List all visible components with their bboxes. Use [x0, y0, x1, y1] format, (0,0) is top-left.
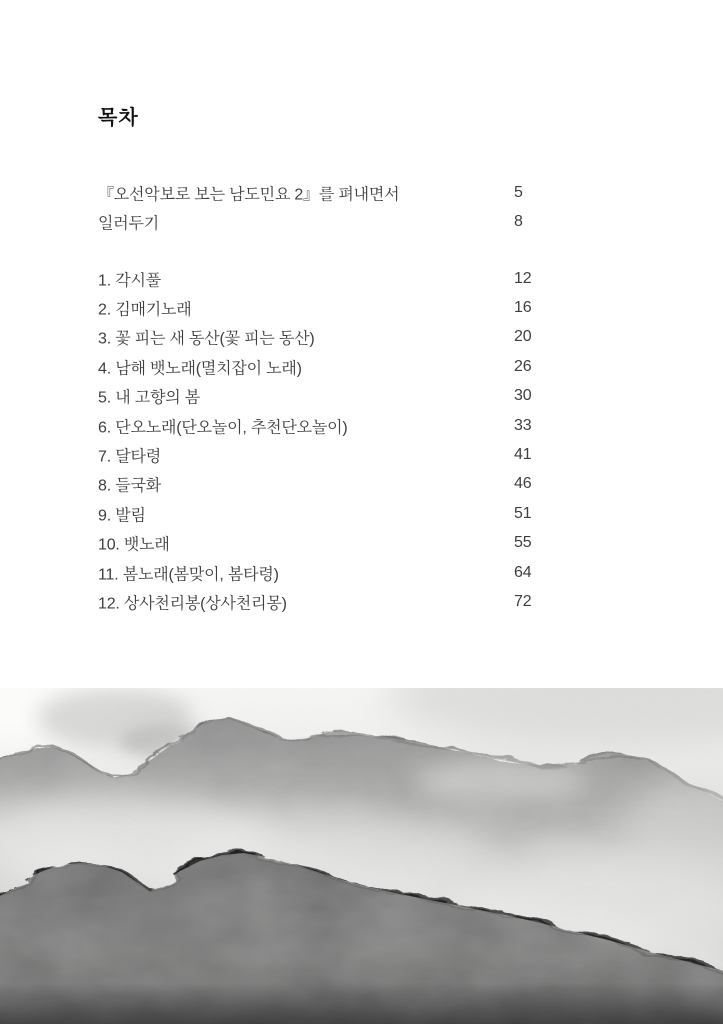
toc-row: [0, 352, 723, 381]
toc-entry-title: 4. 남해 뱃노래(멸치잡이 노래): [98, 360, 302, 378]
toc-entry-page-number: 8: [514, 213, 523, 231]
toc-entry-list: [0, 264, 723, 617]
toc-row: [0, 558, 723, 587]
toc-entry-title: 8. 들국화: [98, 477, 161, 495]
toc-entry-page-number: 55: [514, 534, 532, 552]
toc-entry-title: 11. 봄노래(봄맞이, 봄타령): [98, 566, 279, 584]
toc-row: [0, 529, 723, 558]
toc-row: [0, 264, 723, 293]
toc-row: [0, 587, 723, 616]
ink-wash-mountains-svg: [0, 688, 723, 1024]
toc-row: [0, 382, 723, 411]
toc-row: [0, 207, 723, 236]
toc-entry-page-number: 26: [514, 357, 532, 375]
toc-entry-page-number: 33: [514, 416, 532, 434]
toc-entry-title: 1. 각시풀: [98, 272, 161, 290]
toc-entry-title: 7. 달타령: [98, 448, 161, 466]
toc-entry-title: 10. 뱃노래: [98, 536, 170, 554]
toc-entry-page-number: 30: [514, 387, 532, 405]
toc-row: [0, 293, 723, 322]
toc-entry-page-number: 46: [514, 475, 532, 493]
toc-entry-title: 9. 발림: [98, 507, 146, 525]
toc-entry-page-number: 64: [514, 563, 532, 581]
toc-row: [0, 323, 723, 352]
ink-wash-mountains-image: [0, 688, 723, 1024]
toc-row: [0, 411, 723, 440]
toc-entry-page-number: 72: [514, 592, 532, 610]
toc-entry-title: 5. 내 고향의 봄: [98, 389, 200, 407]
page-title: 목차: [98, 107, 139, 129]
toc-row: [0, 499, 723, 528]
toc-entry-title: 6. 단오노래(단오놀이, 추천단오놀이): [98, 419, 348, 437]
toc-entry-title: 12. 상사천리봉(상사천리몽): [98, 595, 287, 613]
toc-row: [0, 470, 723, 499]
toc-entry-page-number: 12: [514, 269, 532, 287]
toc-entry-title: 일러두기: [98, 215, 160, 233]
toc-front-matter: [0, 178, 723, 237]
toc-entry-title: 3. 꽃 피는 새 동산(꽃 피는 동산): [98, 330, 315, 348]
toc-entry-page-number: 41: [514, 446, 532, 464]
toc-row: [0, 440, 723, 469]
toc-entry-page-number: 51: [514, 504, 532, 522]
toc-entry-title: 『오선악보로 보는 남도민요 2』를 펴내면서: [98, 186, 400, 204]
toc-entry-page-number: 16: [514, 299, 532, 317]
toc-row: [0, 178, 723, 207]
toc-entry-page-number: 5: [514, 183, 523, 201]
toc-entry-title: 2. 김매기노래: [98, 301, 192, 319]
toc-entry-page-number: 20: [514, 328, 532, 346]
